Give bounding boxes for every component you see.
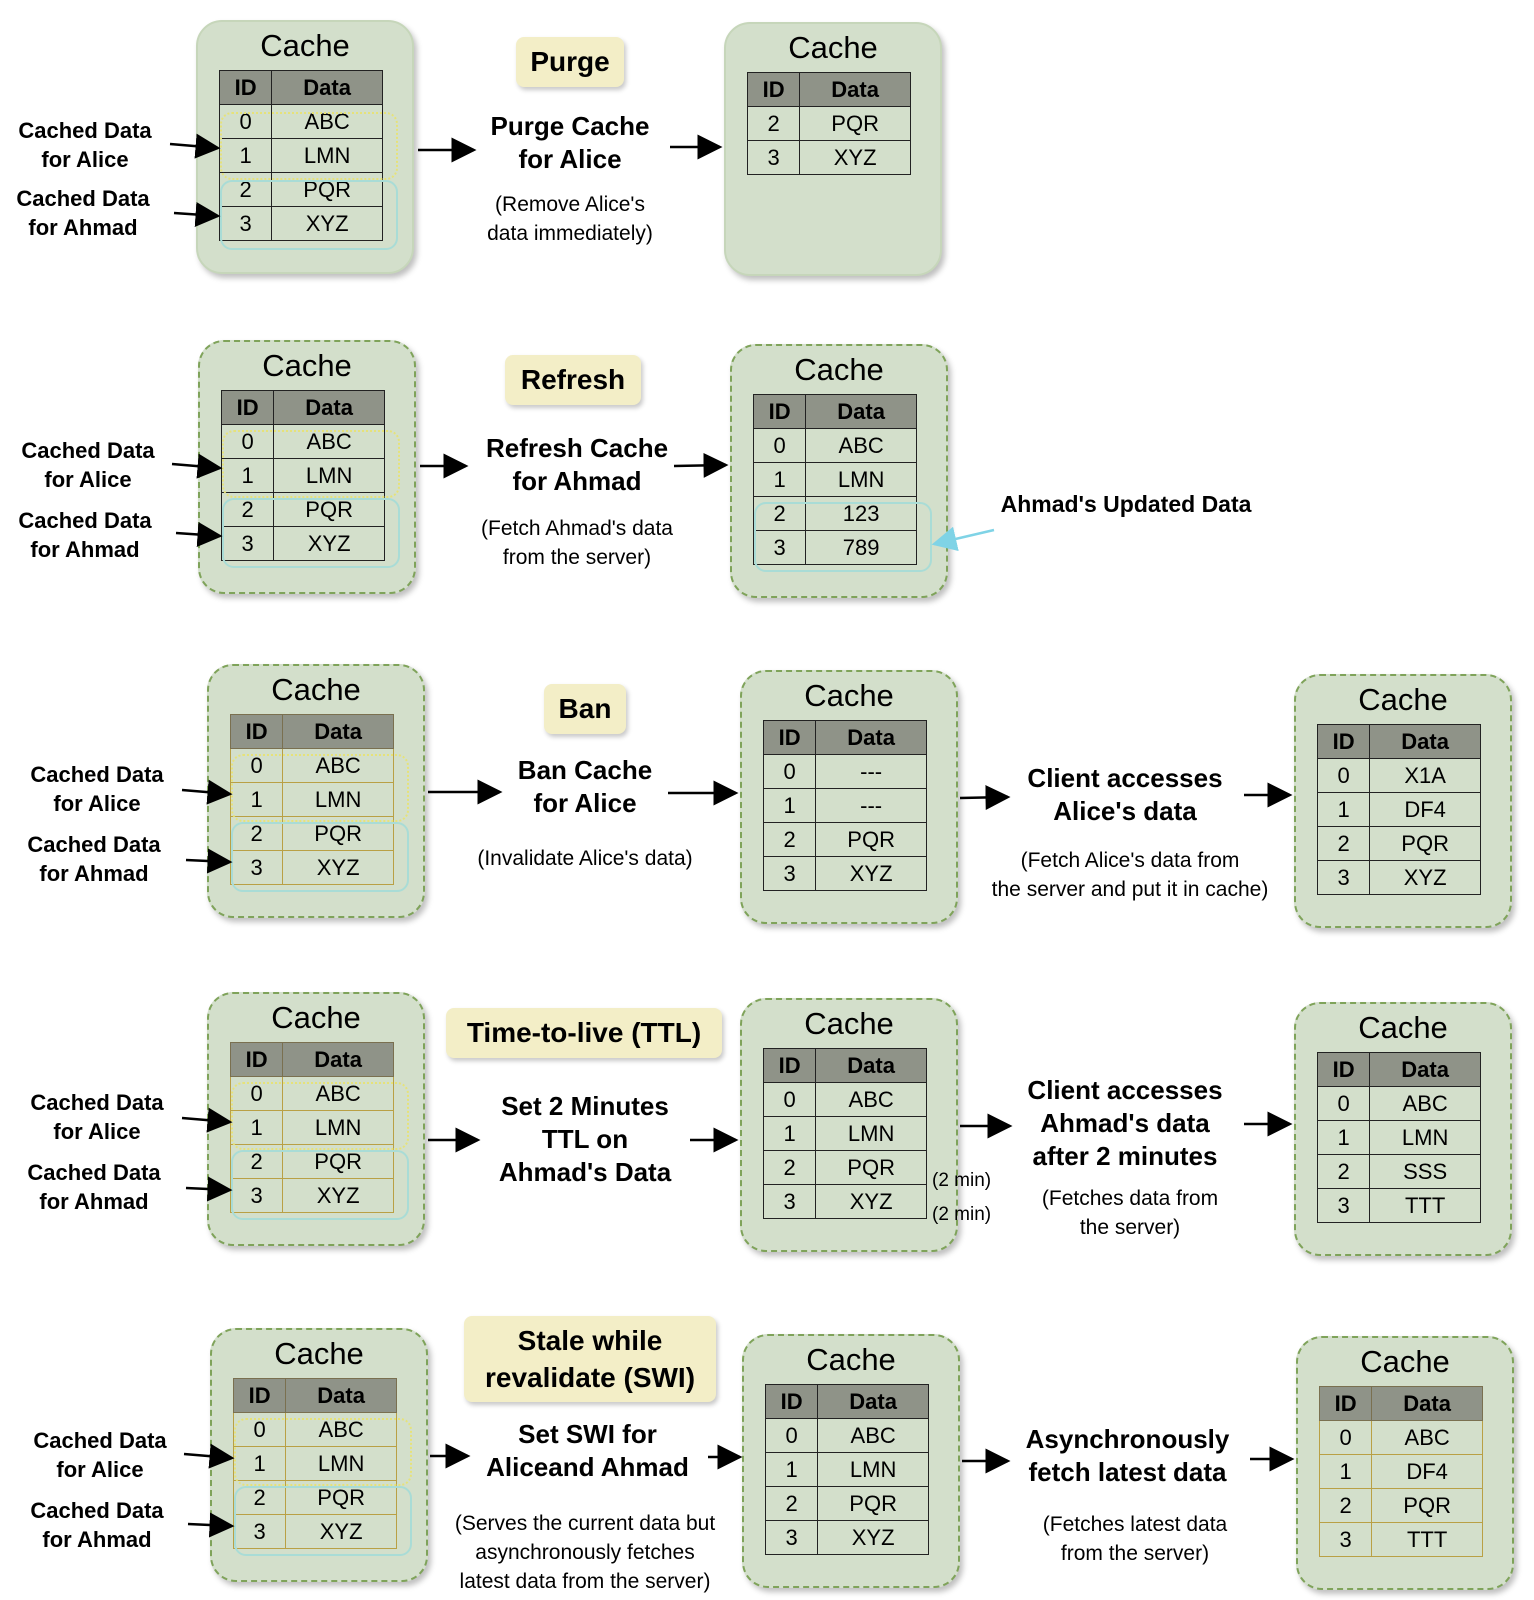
table-cell: XYZ bbox=[816, 1185, 927, 1219]
arrow-ahmad bbox=[174, 213, 218, 216]
table-cell: 2 bbox=[764, 1151, 816, 1185]
table-cell: 1 bbox=[766, 1453, 818, 1487]
table-cell: 0 bbox=[764, 1083, 816, 1117]
table-cell: LMN bbox=[272, 139, 383, 173]
table-cell: 2 bbox=[1318, 827, 1370, 861]
table-cell: PQR bbox=[800, 107, 911, 141]
table-cell: LMN bbox=[818, 1453, 929, 1487]
label-alice: Cached Data for Alice bbox=[30, 1090, 164, 1144]
table-header-cell: ID bbox=[764, 721, 816, 755]
table-cell: 2 bbox=[231, 1145, 283, 1179]
table-header-cell: Data bbox=[816, 1049, 927, 1083]
table-cell: 2 bbox=[222, 493, 274, 527]
table-cell: 3 bbox=[766, 1521, 818, 1555]
table-header-cell: Data bbox=[286, 1379, 397, 1413]
table-header-cell: Data bbox=[818, 1385, 929, 1419]
label-ahmad: Cached Data for Ahmad bbox=[18, 508, 152, 562]
table-header-cell: ID bbox=[764, 1049, 816, 1083]
table-cell: PQR bbox=[816, 1151, 927, 1185]
table-cell: PQR bbox=[818, 1487, 929, 1521]
ahmad-updated-label: Ahmad's Updated Data bbox=[1000, 491, 1252, 517]
arrow-ahmad bbox=[186, 1188, 230, 1190]
table-cell: 3 bbox=[231, 851, 283, 885]
refresh-badge: Refresh bbox=[505, 355, 641, 405]
table-header-cell: ID bbox=[234, 1379, 286, 1413]
table-cell: XYZ bbox=[818, 1521, 929, 1555]
ban-step2: Client accesses Alice's data bbox=[1027, 763, 1223, 826]
label-ahmad: Cached Data for Ahmad bbox=[27, 1160, 161, 1214]
table-cell: 0 bbox=[231, 1077, 283, 1111]
table-header-cell: ID bbox=[231, 715, 283, 749]
table-cell: ABC bbox=[816, 1083, 927, 1117]
table-cell: 1 bbox=[1318, 793, 1370, 827]
table-cell: PQR bbox=[286, 1481, 397, 1515]
table-cell: XYZ bbox=[283, 851, 394, 885]
ttl-step2: Client accesses Ahmad's data after 2 minutes bbox=[1027, 1075, 1223, 1171]
ttl-mark: (2 min) bbox=[932, 1170, 992, 1191]
arrow-alice bbox=[170, 144, 218, 148]
cache-title: Cache bbox=[271, 672, 361, 707]
table-cell: 789 bbox=[806, 531, 917, 565]
refresh-note: (Fetch Ahmad's data from the server) bbox=[481, 517, 673, 569]
swi-badge: Stale while revalidate (SWI) bbox=[464, 1316, 716, 1402]
table-cell: 123 bbox=[806, 497, 917, 531]
cache-title: Cache bbox=[1358, 1010, 1448, 1045]
table-cell: 1 bbox=[231, 1111, 283, 1145]
table-cell: SSS bbox=[1370, 1155, 1481, 1189]
table-cell: ABC bbox=[1370, 1087, 1481, 1121]
table-cell: TTT bbox=[1372, 1523, 1483, 1557]
swi-note: (Serves the current data but asynchronously fetches latest data from the server) bbox=[454, 1512, 716, 1593]
table-cell: 0 bbox=[754, 429, 806, 463]
label-alice: Cached Data for Alice bbox=[18, 118, 152, 172]
purge-note: (Remove Alice's data immediately) bbox=[487, 193, 653, 245]
ban-note2: (Fetch Alice's data from the server and put it in cache) bbox=[991, 849, 1269, 901]
table-cell: 3 bbox=[754, 531, 806, 565]
table-header-cell: ID bbox=[766, 1385, 818, 1419]
table-cell: 3 bbox=[1318, 861, 1370, 895]
table-cell: DF4 bbox=[1372, 1455, 1483, 1489]
table-cell: 3 bbox=[764, 857, 816, 891]
table-cell: ABC bbox=[283, 749, 394, 783]
ban-step: Ban Cache for Alice bbox=[517, 755, 653, 818]
table-cell: PQR bbox=[816, 823, 927, 857]
table-cell: 2 bbox=[754, 497, 806, 531]
table-cell: 2 bbox=[1318, 1155, 1370, 1189]
table-cell: 3 bbox=[1318, 1189, 1370, 1223]
table-header-cell: ID bbox=[231, 1043, 283, 1077]
table-cell: PQR bbox=[283, 1145, 394, 1179]
table-cell: 3 bbox=[231, 1179, 283, 1213]
table-cell: PQR bbox=[274, 493, 385, 527]
table-header-cell: Data bbox=[816, 721, 927, 755]
arrow-updated-data bbox=[934, 530, 994, 544]
cache-title: Cache bbox=[804, 678, 894, 713]
table-header-cell: ID bbox=[1320, 1387, 1372, 1421]
label-alice: Cached Data for Alice bbox=[30, 762, 164, 816]
table-cell: 2 bbox=[231, 817, 283, 851]
table-cell: 3 bbox=[1320, 1523, 1372, 1557]
table-cell: DF4 bbox=[1370, 793, 1481, 827]
cache-title: Cache bbox=[260, 28, 350, 63]
table-cell: 1 bbox=[1318, 1121, 1370, 1155]
table-cell: LMN bbox=[816, 1117, 927, 1151]
table-cell: TTT bbox=[1370, 1189, 1481, 1223]
swi-step: Set SWI for Aliceand Ahmad bbox=[486, 1419, 689, 1482]
cache-title: Cache bbox=[806, 1342, 896, 1377]
table-cell: ABC bbox=[272, 105, 383, 139]
table-cell: 0 bbox=[220, 105, 272, 139]
table-cell: 2 bbox=[234, 1481, 286, 1515]
table-cell: --- bbox=[816, 789, 927, 823]
ttl-step: Set 2 Minutes TTL on Ahmad's Data bbox=[498, 1091, 672, 1187]
table-cell: 1 bbox=[1320, 1455, 1372, 1489]
label-alice: Cached Data for Alice bbox=[33, 1428, 167, 1482]
table-cell: 3 bbox=[748, 141, 800, 175]
table-cell: 3 bbox=[234, 1515, 286, 1549]
table-header-cell: ID bbox=[754, 395, 806, 429]
table-cell: LMN bbox=[286, 1447, 397, 1481]
table-header-cell: Data bbox=[1370, 725, 1481, 759]
table-cell: 2 bbox=[1320, 1489, 1372, 1523]
table-cell: LMN bbox=[806, 463, 917, 497]
table-cell: PQR bbox=[283, 817, 394, 851]
table-cell: 3 bbox=[764, 1185, 816, 1219]
ttl-mark: (2 min) bbox=[932, 1204, 992, 1225]
arrow-alice bbox=[182, 790, 230, 794]
table-cell: 1 bbox=[220, 139, 272, 173]
table-cell: X1A bbox=[1370, 759, 1481, 793]
ttl-badge: Time-to-live (TTL) bbox=[446, 1008, 722, 1058]
table-header-cell: ID bbox=[222, 391, 274, 425]
label-ahmad: Cached Data for Ahmad bbox=[16, 186, 150, 240]
arrow-ahmad bbox=[188, 1524, 232, 1526]
refresh-step: Refresh Cache for Ahmad bbox=[485, 433, 669, 496]
ttl-note2: (Fetches data from the server) bbox=[1041, 1187, 1219, 1239]
data-header: Data bbox=[272, 71, 383, 105]
table-cell: 1 bbox=[754, 463, 806, 497]
table-cell: ABC bbox=[806, 429, 917, 463]
arrow-ahmad bbox=[186, 860, 230, 862]
cache-title: Cache bbox=[1358, 682, 1448, 717]
table-cell: LMN bbox=[283, 1111, 394, 1145]
arrow-ahmad bbox=[176, 533, 220, 536]
ban-badge: Ban bbox=[544, 684, 626, 734]
table-cell: 0 bbox=[1318, 1087, 1370, 1121]
table-cell: 2 bbox=[220, 173, 272, 207]
cache-title: Cache bbox=[804, 1006, 894, 1041]
table-cell: XYZ bbox=[1370, 861, 1481, 895]
table-cell: 1 bbox=[231, 783, 283, 817]
arrow-refresh-out bbox=[674, 465, 726, 466]
table-cell: 1 bbox=[764, 789, 816, 823]
table-cell: 3 bbox=[222, 527, 274, 561]
swi-note2: (Fetches latest data from the server) bbox=[1042, 1513, 1228, 1565]
table-cell: 0 bbox=[234, 1413, 286, 1447]
table-header-cell: Data bbox=[1372, 1387, 1483, 1421]
label-alice: Cached Data for Alice bbox=[21, 438, 155, 492]
table-cell: ABC bbox=[274, 425, 385, 459]
table-cell: 0 bbox=[1320, 1421, 1372, 1455]
table-cell: XYZ bbox=[816, 857, 927, 891]
table-header-cell: Data bbox=[800, 73, 911, 107]
table-cell: --- bbox=[816, 755, 927, 789]
table-cell: XYZ bbox=[272, 207, 383, 241]
table-header-cell: Data bbox=[806, 395, 917, 429]
purge-step: Purge Cache for Alice bbox=[490, 111, 650, 174]
table-cell: ABC bbox=[1372, 1421, 1483, 1455]
swi-step2: Asynchronously fetch latest data bbox=[1025, 1424, 1230, 1487]
table-cell: 1 bbox=[234, 1447, 286, 1481]
table-cell: 0 bbox=[764, 755, 816, 789]
table-cell: ABC bbox=[286, 1413, 397, 1447]
table-cell: PQR bbox=[1370, 827, 1481, 861]
table-cell: XYZ bbox=[286, 1515, 397, 1549]
cache-title: Cache bbox=[794, 352, 884, 387]
arrow-alice bbox=[172, 464, 220, 468]
table-cell: 0 bbox=[766, 1419, 818, 1453]
purge-badge: Purge bbox=[516, 37, 624, 87]
table-header-cell: Data bbox=[283, 1043, 394, 1077]
cache-title: Cache bbox=[262, 348, 352, 383]
table-cell: XYZ bbox=[800, 141, 911, 175]
arrow-ban-client-in bbox=[960, 797, 1008, 798]
table-cell: 0 bbox=[231, 749, 283, 783]
table-cell: XYZ bbox=[283, 1179, 394, 1213]
id-header: ID bbox=[220, 71, 272, 105]
table-cell: LMN bbox=[274, 459, 385, 493]
arrow-alice bbox=[184, 1454, 232, 1458]
table-cell: XYZ bbox=[274, 527, 385, 561]
ban-note: (Invalidate Alice's data) bbox=[477, 847, 693, 870]
table-cell: 1 bbox=[764, 1117, 816, 1151]
cache-title: Cache bbox=[788, 30, 878, 65]
table-cell: ABC bbox=[283, 1077, 394, 1111]
table-cell: 0 bbox=[222, 425, 274, 459]
label-ahmad: Cached Data for Ahmad bbox=[27, 832, 161, 886]
table-cell: LMN bbox=[283, 783, 394, 817]
table-header-cell: Data bbox=[283, 715, 394, 749]
table-cell: ABC bbox=[818, 1419, 929, 1453]
table-cell: LMN bbox=[1370, 1121, 1481, 1155]
table-header-cell: ID bbox=[748, 73, 800, 107]
table-cell: 2 bbox=[748, 107, 800, 141]
table-header-cell: Data bbox=[1370, 1053, 1481, 1087]
table-cell: 3 bbox=[220, 207, 272, 241]
table-cell: 1 bbox=[222, 459, 274, 493]
table-cell: 2 bbox=[764, 823, 816, 857]
table-header-cell: ID bbox=[1318, 1053, 1370, 1087]
table-header-cell: Data bbox=[274, 391, 385, 425]
table-header-cell: ID bbox=[1318, 725, 1370, 759]
cache-title: Cache bbox=[274, 1336, 364, 1371]
cache-title: Cache bbox=[271, 1000, 361, 1035]
label-ahmad: Cached Data for Ahmad bbox=[30, 1498, 164, 1552]
arrow-alice bbox=[182, 1118, 230, 1122]
table-cell: 2 bbox=[766, 1487, 818, 1521]
cache-title: Cache bbox=[1360, 1344, 1450, 1379]
table-cell: PQR bbox=[272, 173, 383, 207]
table-cell: PQR bbox=[1372, 1489, 1483, 1523]
table-cell: 0 bbox=[1318, 759, 1370, 793]
